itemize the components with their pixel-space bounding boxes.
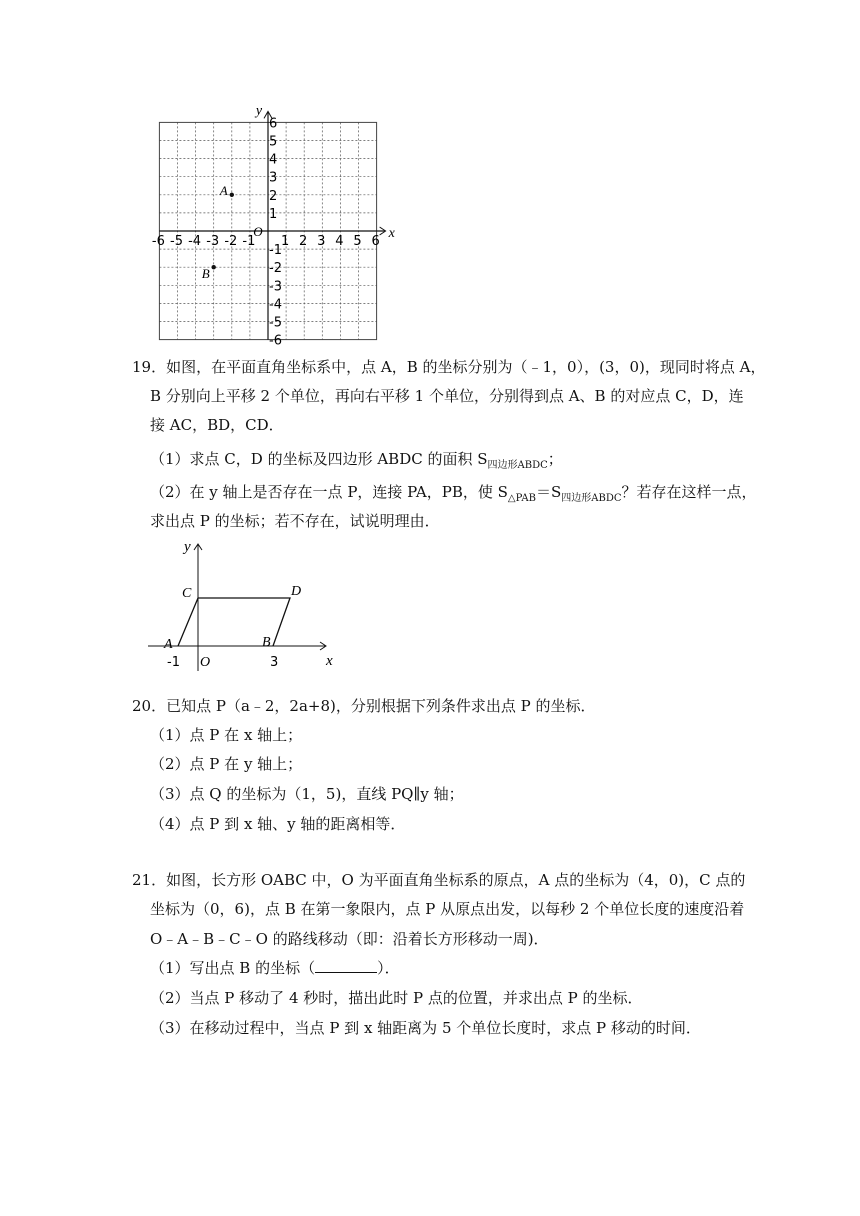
q19-parallelogram-figure: [140, 535, 340, 675]
q19-sub1-subscript: 四边形ABDC: [487, 460, 548, 471]
q21-answer-blank[interactable]: [315, 958, 377, 973]
q21-line-3: O﹣A﹣B﹣C﹣O 的路线移动（即：沿着长方形移动一周)．: [150, 930, 549, 948]
y-tick-label: 1: [269, 206, 278, 222]
coordinate-grid-figure: [0, 0, 860, 350]
y-tick-label: 3: [269, 170, 278, 186]
y-tick-label: 5: [269, 134, 278, 150]
q19-origin-label: O: [200, 655, 211, 670]
q19-sub1-text: （1）求点 C，D 的坐标及四边形 ABDC 的面积 S: [150, 450, 488, 468]
x-tick-label: 6: [371, 234, 380, 249]
q19-sub1-end: ；: [547, 450, 563, 468]
q19-line-1: 19．如图，在平面直角坐标系中，点 A，B 的坐标分别为（﹣1，0），(3，0)，现同时将点 A，: [132, 358, 766, 376]
q19-point-b-label: B: [262, 635, 271, 650]
q19-sub-question-1: [150, 449, 563, 476]
x-tick-label: 3: [317, 234, 326, 249]
q19-sub2-subscript-1: △PAB: [507, 493, 536, 504]
x-tick-label: -5: [170, 234, 183, 249]
y-tick-label: -6: [269, 333, 282, 349]
grid-point-label: B: [201, 266, 210, 282]
grid-x-axis-label: x: [388, 226, 395, 241]
q21-line-2: 坐标为（0，6)，点 B 在第一象限内，点 P 从原点出发，以每秒 2 个单位长度的速度沿着: [150, 900, 745, 918]
grid-points: [202, 183, 234, 281]
grid-point-b: [212, 265, 216, 269]
y-tick-label: -2: [269, 261, 282, 277]
y-tick-label: 2: [269, 188, 278, 204]
y-tick-label: -5: [269, 315, 282, 331]
q19-x-axis-label: x: [326, 653, 333, 669]
q19-sub2-text-a: （2）在 y 轴上是否存在一点 P，连接 PA，PB，使 S: [150, 483, 508, 501]
q21-sub-question-1: [150, 958, 400, 978]
q19-sub-question-2: [150, 482, 757, 509]
q20-item-3: （3）点 Q 的坐标为（1，5)，直线 PQ∥y 轴；: [150, 785, 464, 803]
y-tick-label: -4: [269, 297, 282, 313]
grid-y-axis-label: y: [255, 103, 263, 119]
x-tick-label: 2: [299, 234, 308, 249]
q19-sub2-line-2: 求出点 P 的坐标；若不存在，试说明理由．: [150, 512, 440, 530]
q19-sub2-subscript-2: 四边形ABDC: [561, 493, 622, 504]
q20-item-1: （1）点 P 在 x 轴上；: [150, 726, 303, 744]
x-tick-label: -6: [151, 234, 165, 249]
q20-item-4: （4）点 P 到 x 轴、y 轴的距离相等．: [150, 815, 406, 833]
q20-item-2: （2）点 P 在 y 轴上；: [150, 755, 303, 773]
y-tick-label: 6: [269, 116, 278, 132]
y-tick-label: 4: [269, 152, 278, 168]
q19-sub2-text-c: ？若存在这样一点，: [621, 483, 757, 501]
grid-point-label: A: [219, 182, 228, 198]
q19-line-2: B 分别向上平移 2 个单位，再向右平移 1 个单位，分别得到点 A、B 的对应点 C，D，连: [150, 387, 744, 405]
q19-point-c-label: C: [182, 586, 192, 601]
q19-tick-3: 3: [270, 655, 279, 670]
q19-line-3: 接 AC，BD，CD．: [150, 416, 284, 434]
q19-tick-minus-1: -1: [167, 655, 180, 670]
q21-sub1-text-b: ）．: [377, 959, 400, 977]
q19-point-d-label: D: [291, 584, 302, 599]
q19-sub2-text-b: ＝S: [535, 483, 562, 501]
x-tick-label: 5: [353, 234, 362, 249]
q21-sub-question-2: （2）当点 P 移动了 4 秒时，描出此时 P 点的位置，并求出点 P 的坐标．: [150, 989, 643, 1007]
q20-title: 20．已知点 P（a﹣2，2a+8)，分别根据下列条件求出点 P 的坐标．: [132, 697, 596, 715]
x-tick-label: -2: [224, 234, 238, 249]
y-tick-label: -3: [269, 279, 282, 295]
q19-y-axis-label: y: [184, 539, 191, 555]
x-tick-label: -4: [188, 234, 202, 249]
grid-origin-label: O: [253, 224, 263, 239]
q19-point-a-label: A: [164, 637, 173, 652]
q21-line-1: 21．如图，长方形 OABC 中，O 为平面直角坐标系的原点，A 点的坐标为（4，0)，C 点的: [132, 871, 746, 889]
grid-point-a: [230, 193, 234, 197]
x-tick-label: 4: [335, 234, 344, 249]
q21-sub1-text-a: （1）写出点 B 的坐标（: [150, 959, 316, 977]
x-tick-label: -3: [206, 234, 220, 249]
y-tick-label: -1: [269, 243, 282, 259]
q21-sub-question-3: （3）在移动过程中，当点 P 到 x 轴距离为 5 个单位长度时，求点 P 移动的时间．: [150, 1019, 701, 1037]
x-tick-label: -1: [242, 234, 256, 249]
x-tick-label: 1: [280, 234, 290, 249]
